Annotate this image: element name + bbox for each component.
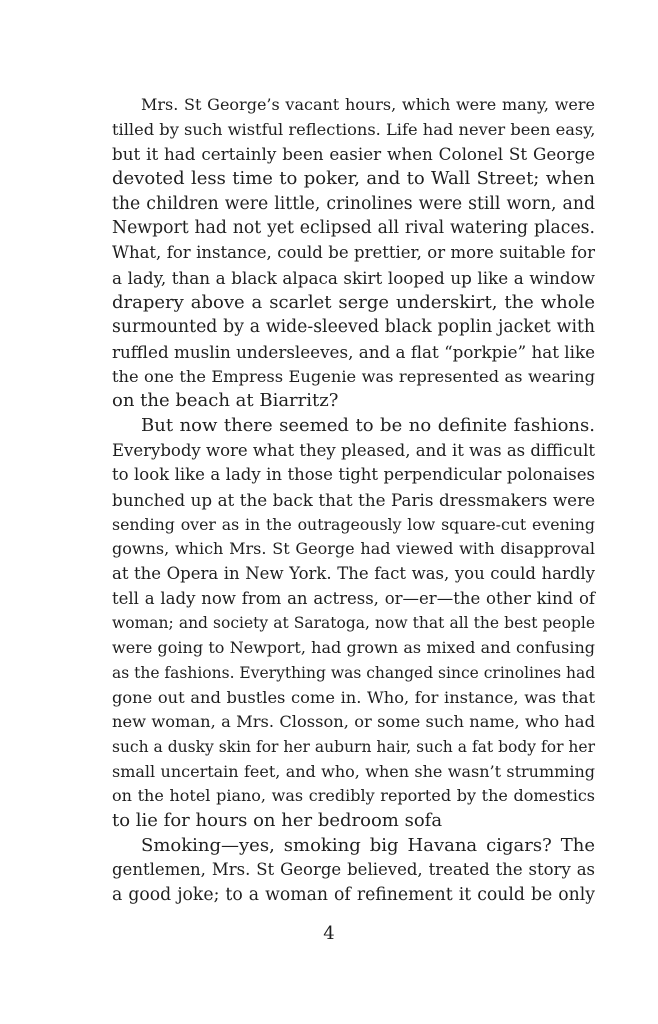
text-line: the children were little, crinolines were still worn, and [112,193,595,214]
body-text [112,93,595,908]
text-line: small uncertain feet, and who, when she wasn’t strumming [112,761,595,781]
text-line: Smoking—yes, smoking big Havana cigars? The [141,834,595,856]
text-line: but it had certainly been easier when Colonel St George [112,144,595,165]
text-line: on the hotel piano, was credibly reported by the domestics [112,786,595,806]
text-line: a lady, than a black alpaca skirt looped up like a window [112,267,595,288]
text-line: gentlemen, Mrs. St George believed, treated the story as [112,860,595,880]
text-line: gowns, which Mrs. St George had viewed with disapproval [112,539,595,559]
text-line: gone out and bustles come in. Who, for instance, was that [112,687,595,707]
text-line: ruffled muslin undersleeves, and a flat “porkpie” hat like [112,341,596,362]
text-line: devoted less time to poker, and to Wall Street; when [112,168,595,190]
text-line: the one the Empress Eugenie was represented as wearing [112,366,595,386]
text-line: as the fashions. Everything was changed since crinolines had [112,663,596,682]
text-line: surmounted by a wide-sleeved black poplin jacket with [112,317,595,338]
text-line: tell a lady now from an actress, or—er—the other kind of [112,588,595,608]
text-line: Newport had not yet eclipsed all rival watering places. [112,218,595,239]
text-line: woman; and society at Saratoga, now that all the best people [112,614,595,633]
text-line: on the beach at Biarritz? [112,390,339,412]
page-number: 4 [323,923,335,944]
text-line: to lie for hours on her bedroom sofa [112,809,443,831]
text-line: at the Opera in New York. The fact was, you could hardly [112,564,595,584]
text-line: tilled by such wistful reflections. Life had never been easy, [112,119,596,139]
text-line: such a dusky skin for her auburn hair, such a fat body for her [112,737,595,756]
text-line: bunched up at the back that the Paris dressmakers were [112,490,595,510]
text-line: sending over as in the outrageously low square-cut evening [112,514,595,534]
text-line: a good joke; to a woman of refinement it could be only [112,885,595,905]
text-line: drapery above a scarlet serge underskirt, the whole [112,291,595,313]
text-line: to look like a lady in those tight perpendicular polonaises [112,465,595,485]
text-line: Everybody wore what they pleased, and it was as difficult [112,440,595,460]
text-line: Mrs. St George’s vacant hours, which were many, were [141,95,595,114]
text-line: new woman, a Mrs. Closson, or some such name, who had [112,712,595,732]
text-line: were going to Newport, had grown as mixed and confusing [112,638,595,658]
text-line: But now there seemed to be no definite fashions. [141,414,595,436]
text-line: What, for instance, could be prettier, or more suitable for [112,243,595,263]
